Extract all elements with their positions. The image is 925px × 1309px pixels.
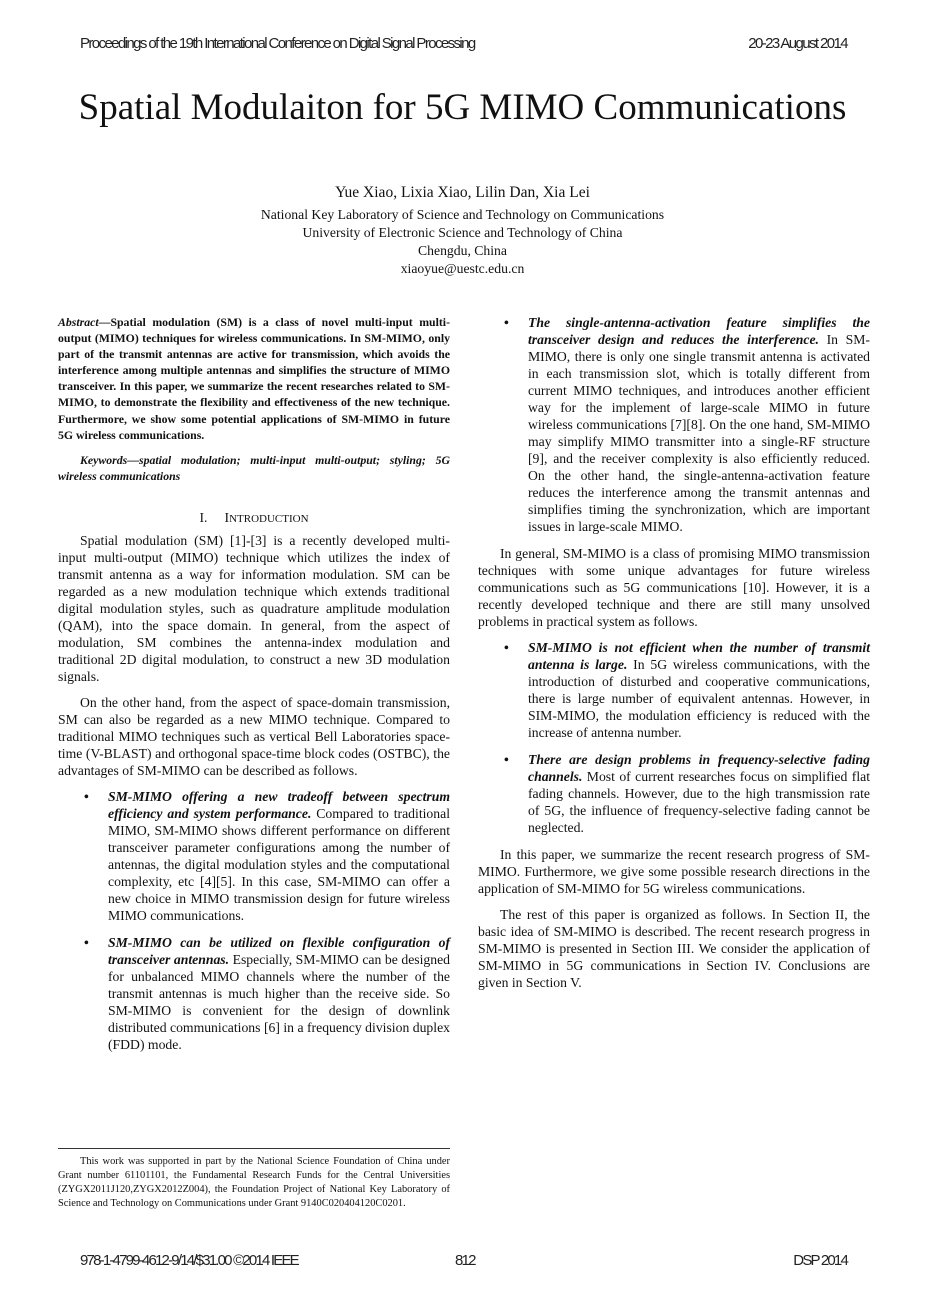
author-names: Yue Xiao, Lixia Xiao, Lilin Dan, Xia Lei [335,184,590,201]
keywords [58,452,450,484]
keywords-text: —spatial modulation; multi-input multi-output; styling; 5G wireless communications [58,452,450,483]
left-column [58,314,450,1063]
bullet-item [478,639,870,741]
intro-paragraph-5: The rest of this paper is organized as follows. In Section II, the basic idea of SM-MIMO is described. The recent research progress in SM-MIMO is presented in Section III. We consider the application of SM-MIMO in 5G communications in Section IV. Conclusions are given in Section V. [478,907,870,990]
bullet-body: Especially, SM-MIMO can be designed for unbalanced MIMO channels where the number of the transmit antennas is much higher than the receive side. So SM-MIMO is convenient for the design of downlink distributed communications [6] in a frequency division duplex (FDD) mode. [108,951,451,1052]
bullet-icon: • [504,640,509,655]
bullet-head: The single-antenna-activation feature simplifies the transceiver design and reduces the interference. [528,315,870,347]
running-header-right: 20-23 August 2014 [748,35,847,52]
footnote-divider [58,1148,450,1149]
intro-paragraph-2: On the other hand, from the aspect of space-domain transmission, SM can also be regarded as a new MIMO technique. Compared to traditional MIMO techniques such as vertical Bell Laboratories space-time (V-BLAST) and orthogonal space-time block codes (OSTBC), the advantages of SM-MIMO can be described as follows. [58,694,450,778]
bullet-body: In SM-MIMO, there is only one single transmit antenna is activated in each transmission slot, which is totally different from current MIMO techniques, and introduces another efficient way for the implement of large-scale MIMO in future wireless communications [7][8]. On the one hand, SM-MIMO may simplify MIMO transmitter into a single-RF structure [9], and the receiver complexity is also efficiently reduced. On the other hand, the single-antenna-activation feature reduces the interference among the transmit antennas and simplifies timing the synchronization, which are important issues in large-scale MIMO. [528,332,870,534]
bullet-icon: • [504,752,509,767]
keywords-label: Keywords [80,452,128,467]
page-number: 812 [455,1252,475,1269]
bullet-icon: • [84,788,89,804]
section-title-rest: NTRODUCTION [229,512,309,525]
abstract-label: Abstract [58,315,99,329]
bullet-body: Compared to traditional MIMO, SM-MIMO shows different performance on different transceiver parameter configurations among the number of antennas, the digital modulation styles and the computational complexity, etc [4][5]. In this case, SM-MIMO can offer a new choice in MIMO transmission design for future wireless MIMO communications. [108,805,450,923]
footer-copyright: 978-1-4799-4612-9/14/$31.00 ©2014 IEEE [80,1252,298,1269]
location: Chengdu, China [418,243,507,258]
intro-paragraph-4: In this paper, we summarize the recent research progress of SM-MIMO. Furthermore, we give some possible research directions in the application of SM-MIMO for 5G wireless communications. [478,847,870,896]
section-heading [58,509,450,528]
email: xiaoyue@uestc.edu.cn [400,261,525,276]
affiliation-line-1: National Key Laboratory of Science and Technology on Communications [260,207,665,222]
bullet-head: There are design problems in frequency-selective fading channels. [528,752,870,784]
abstract-text: —Spatial modulation (SM) is a class of novel multi-input multi-output (MIMO) techniques for wireless communications. In SM-MIMO, only part of the transmit antennas are active for transmission, which avoids the interference among multiple antennas and simplifies the structure of MIMO transceiver. In this paper, we summarize the recent researches related to SM-MIMO, to demonstrate the flexibility and effectiveness of the new technique. Furthermore, we show some potential applications of SM-MIMO in future 5G wireless communications. [58,315,450,442]
bullet-item [58,934,450,1053]
bullet-item [478,751,870,836]
bullet-icon: • [84,934,89,950]
intro-paragraph-3: In general, SM-MIMO is a class of promising MIMO transmission techniques with some unique advantages for future wireless communications such as 5G communications [10]. However, it is a recently developed technique and there are still many unsolved problems in practical system as follows. [478,546,870,629]
footer-venue: DSP 2014 [793,1252,847,1269]
affiliation-line-2: University of Electronic Science and Technology of China [302,225,623,240]
section-number: I. [199,509,208,525]
running-header-left: Proceedings of the 19th International Conference on Digital Signal Processing [80,35,475,52]
right-column [478,314,870,1000]
intro-paragraph-1: Spatial modulation (SM) [1]-[3] is a recently developed multi-input multi-output (MIMO) technique which utilizes the index of transmit antenna as a way for information modulation. SM can be regarded as a new modulation technique which extends traditional digital modulation styles, such as quadrature amplitude modulation (QAM), into the space domain. In general, from the aspect of modulation, SM combines the antenna-index modulation and traditional 2D digital modulation, to construct a new 3D modulation signals. [58,532,450,684]
bullet-item [58,788,450,924]
paper-title: Spatial Modulaiton for 5G MIMO Communications [78,87,847,128]
bullet-head: SM-MIMO is not efficient when the number of transmit antenna is large. [528,640,870,672]
bullet-body: Most of current researches focus on simplified flat fading channels. However, due to the high transmission rate of 5G, the influence of frequency-selective fading cannot be neglected. [528,769,870,835]
section-title-first: I [224,509,230,525]
abstract [58,314,450,443]
bullet-head: SM-MIMO can be utilized on flexible configuration of transceiver antennas. [108,934,450,967]
bullet-body: In 5G wireless communications, with the introduction of disturbed and cooperative communications, there is large number of equivalent antennas. However, in SIM-MIMO, the modulation efficiency is reduced with the increase of antenna number. [528,657,870,740]
footnote: This work was supported in part by the National Science Foundation of China under Grant number 61101101, the Fundamental Research Funds for the Central Universities (ZYGX2011J120,ZYGX2012Z004), the Foundation Project of National Key Laboratory of Science and Technology on Communications under Grant 9140C020404120C0201. [58,1156,450,1209]
bullet-head: SM-MIMO offering a new tradeoff between spectrum efficiency and system performance. [108,788,450,821]
bullet-item [478,314,870,535]
bullet-icon: • [504,315,509,330]
